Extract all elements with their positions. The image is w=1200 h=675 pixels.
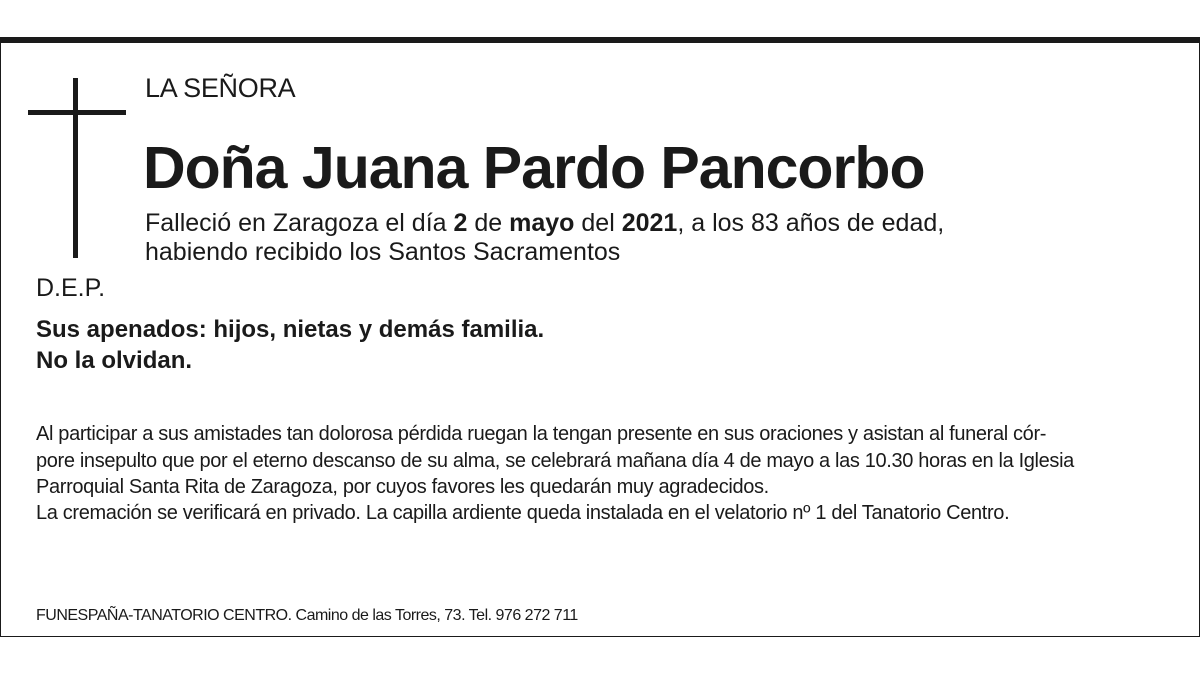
- death-year: 2021: [621, 209, 678, 237]
- deceased-name: Doña Juana Pardo Pancorbo: [143, 135, 925, 201]
- funeral-paragraph-line: Al participar a sus amistades tan dolorosa pérdida ruegan la tengan presente en sus oraciones y asistan al funeral cór-: [36, 423, 1047, 445]
- funeral-paragraph-line: pore insepulto que por el eterno descanso de su alma, se celebrará mañana día 4 de mayo a las 10.30 horas en la Iglesia: [36, 450, 1074, 472]
- mourners-line-2: No la olvidan.: [36, 347, 193, 374]
- death-mid-1: de: [467, 209, 510, 237]
- cross-vertical-bar: [73, 78, 78, 258]
- funeral-home-name: FUNESPAÑA-TANATORIO CENTRO.: [36, 607, 292, 624]
- death-details-line-2: habiendo recibido los Santos Sacramentos: [145, 238, 621, 266]
- cross-horizontal-bar: [28, 110, 126, 115]
- funeral-paragraph-line: Parroquial Santa Rita de Zaragoza, por cuyos favores les quedarán muy agradecidos.: [36, 476, 769, 498]
- death-prefix: Falleció en Zaragoza el día: [145, 209, 454, 237]
- title-lead: LA SEÑORA: [145, 73, 296, 103]
- funeral-paragraph-line: La cremación se verificará en privado. La capilla ardiente queda instalada en el velatorio nº 1 del Tanatorio Centro.: [36, 502, 1010, 524]
- funeral-home-address: Camino de las Torres, 73. Tel. 976 272 711: [291, 607, 578, 624]
- death-suffix: , a los 83 años de edad,: [677, 209, 945, 237]
- death-day: 2: [453, 209, 468, 237]
- funeral-home-footer: [36, 607, 578, 625]
- rip-abbreviation: D.E.P.: [36, 274, 106, 302]
- mourners-line-1: Sus apenados: hijos, nietas y demás familia.: [36, 316, 545, 343]
- death-details-line-1: [145, 209, 944, 238]
- death-mid-2: del: [574, 209, 622, 237]
- death-month: mayo: [509, 209, 575, 237]
